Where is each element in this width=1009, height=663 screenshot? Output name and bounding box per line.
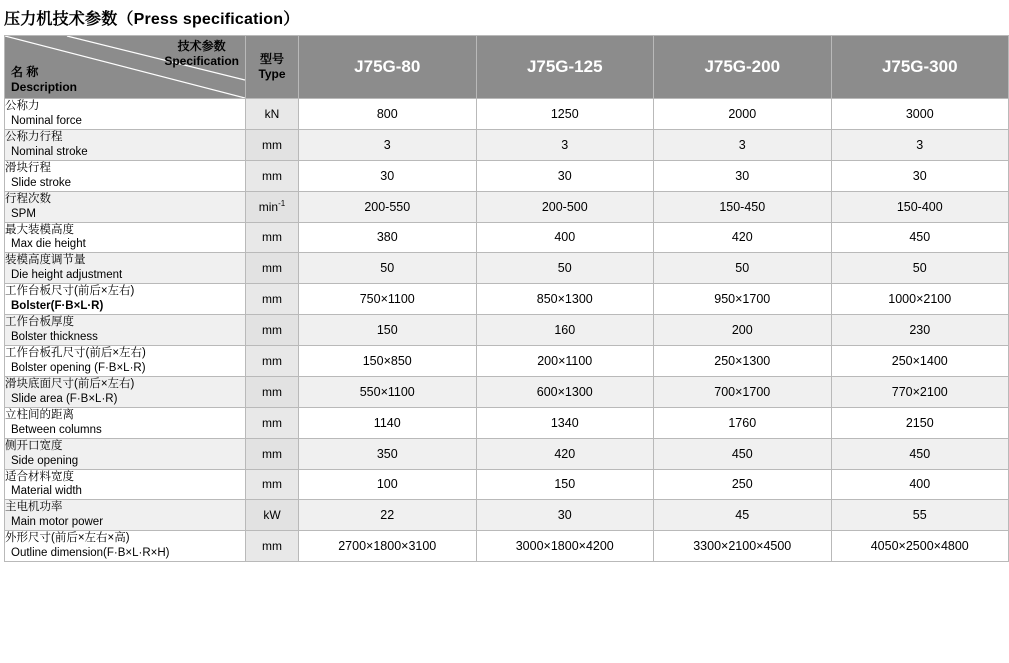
header-row [5, 36, 1009, 99]
row-unit-text: kN [264, 106, 280, 121]
row-value: 50 [654, 253, 832, 284]
row-value: 800 [299, 99, 477, 130]
row-value: 50 [831, 253, 1009, 284]
table-row [5, 315, 1009, 346]
row-value: 600×1300 [476, 376, 654, 407]
row-description-cn: 公称力行程 [5, 130, 63, 143]
row-unit [246, 346, 299, 377]
row-value: 1000×2100 [831, 284, 1009, 315]
row-unit-text: mm [262, 384, 282, 399]
row-value: 770×2100 [831, 376, 1009, 407]
row-value: 3000×1800×4200 [476, 531, 654, 562]
press-specification-table [4, 35, 1009, 562]
header-specification-label [164, 39, 239, 69]
row-unit-text: mm [262, 137, 282, 152]
row-unit-text: mm [262, 261, 282, 276]
row-description [5, 99, 246, 130]
row-value: 230 [831, 315, 1009, 346]
row-value: 50 [299, 253, 477, 284]
row-description [5, 284, 246, 315]
row-value: 200 [654, 315, 832, 346]
row-unit-exponent: -1 [278, 199, 286, 209]
row-description-cn: 立柱间的距离 [5, 408, 74, 421]
row-value: 3000 [831, 99, 1009, 130]
row-description-en: Outline dimension(F·B×L·R×H) [11, 547, 170, 560]
row-description [5, 531, 246, 562]
row-value: 2150 [831, 407, 1009, 438]
table-row [5, 407, 1009, 438]
row-description-en: Nominal stroke [11, 145, 88, 158]
row-value: 150-400 [831, 191, 1009, 222]
row-value: 50 [476, 253, 654, 284]
row-description [5, 500, 246, 531]
row-description [5, 253, 246, 284]
header-description-en: Description [11, 80, 78, 94]
row-description-cn: 工作台板尺寸(前后×左右) [5, 285, 135, 298]
row-unit-text: kW [263, 508, 281, 523]
row-unit [246, 222, 299, 253]
row-value: 4050×2500×4800 [831, 531, 1009, 562]
row-value: 250×1300 [654, 346, 832, 377]
row-description-en: Slide area (F·B×L·R) [11, 392, 118, 405]
header-type-cell [246, 36, 299, 99]
row-unit-text: min [258, 200, 279, 215]
row-unit-text: mm [262, 230, 282, 245]
row-value: 200×1100 [476, 346, 654, 377]
row-description [5, 469, 246, 500]
row-description-cn: 外形尺寸(前后×左右×高) [5, 532, 130, 545]
row-value: 420 [476, 438, 654, 469]
row-unit [246, 160, 299, 191]
row-description-en: Bolster thickness [11, 331, 98, 344]
row-description-en: Side opening [11, 454, 79, 467]
row-value: 2700×1800×3100 [299, 531, 477, 562]
row-description [5, 407, 246, 438]
row-value: 3 [476, 129, 654, 160]
row-value: 45 [654, 500, 832, 531]
row-description-cn: 最大装模高度 [5, 223, 74, 236]
row-value: 200-550 [299, 191, 477, 222]
row-description [5, 346, 246, 377]
row-description-cn: 侧开口宽度 [5, 439, 63, 452]
header-description-label [11, 65, 77, 95]
row-value: 1340 [476, 407, 654, 438]
row-description-en: Material width [11, 485, 82, 498]
row-unit-text: mm [262, 477, 282, 492]
row-description [5, 315, 246, 346]
row-value: 700×1700 [654, 376, 832, 407]
row-unit [246, 531, 299, 562]
table-row [5, 531, 1009, 562]
header-description-cn: 名 称 [11, 65, 39, 79]
header-model-3: J75G-200 [654, 36, 832, 99]
row-value: 1140 [299, 407, 477, 438]
header-model-1: J75G-80 [299, 36, 477, 99]
row-value: 100 [299, 469, 477, 500]
row-unit [246, 99, 299, 130]
row-unit [246, 315, 299, 346]
row-value: 950×1700 [654, 284, 832, 315]
row-value: 250 [654, 469, 832, 500]
row-value: 3 [654, 129, 832, 160]
row-description-cn: 行程次数 [5, 192, 51, 205]
table-row [5, 438, 1009, 469]
row-description-cn: 滑块行程 [5, 161, 51, 174]
row-value: 450 [831, 222, 1009, 253]
row-description-en: Main motor power [11, 516, 104, 529]
row-value: 55 [831, 500, 1009, 531]
row-description [5, 160, 246, 191]
row-unit [246, 191, 299, 222]
table-row [5, 346, 1009, 377]
row-description-en: Nominal force [11, 114, 82, 127]
row-value: 30 [299, 160, 477, 191]
row-value: 750×1100 [299, 284, 477, 315]
row-value: 400 [476, 222, 654, 253]
row-description [5, 129, 246, 160]
row-unit-text: mm [262, 323, 282, 338]
header-type-cn: 型号 [259, 52, 284, 66]
row-value: 30 [831, 160, 1009, 191]
row-value: 160 [476, 315, 654, 346]
row-unit-text: mm [262, 292, 282, 307]
row-value: 30 [476, 160, 654, 191]
row-unit [246, 469, 299, 500]
row-description-en: Bolster opening (F·B×L·R) [11, 361, 146, 374]
row-value: 450 [831, 438, 1009, 469]
row-unit [246, 253, 299, 284]
table-row [5, 253, 1009, 284]
row-value: 200-500 [476, 191, 654, 222]
table-row [5, 284, 1009, 315]
table-row [5, 129, 1009, 160]
row-unit [246, 129, 299, 160]
row-value: 400 [831, 469, 1009, 500]
page-title: 压力机技术参数（Press specification） [4, 11, 300, 28]
row-description [5, 222, 246, 253]
row-description-en: Die height adjustment [11, 269, 123, 282]
row-value: 150-450 [654, 191, 832, 222]
row-description-en: SPM [11, 207, 36, 220]
row-description-en: Between columns [11, 423, 102, 436]
table-row [5, 160, 1009, 191]
table-row [5, 222, 1009, 253]
table-row [5, 500, 1009, 531]
row-description-en: Max die height [11, 238, 86, 251]
row-value: 30 [654, 160, 832, 191]
header-corner-cell [5, 36, 246, 99]
row-value: 22 [299, 500, 477, 531]
row-value: 150 [476, 469, 654, 500]
row-description-cn: 工作台板厚度 [5, 316, 74, 329]
header-specification-cn: 技术参数 [177, 39, 226, 53]
header-model-4: J75G-300 [831, 36, 1009, 99]
row-description-en: Slide stroke [11, 176, 72, 189]
row-unit [246, 500, 299, 531]
row-unit-text: mm [262, 168, 282, 183]
row-value: 1250 [476, 99, 654, 130]
row-value: 350 [299, 438, 477, 469]
header-type-en: Type [258, 67, 286, 81]
table-body [5, 99, 1009, 562]
row-value: 150 [299, 315, 477, 346]
row-value: 3300×2100×4500 [654, 531, 832, 562]
row-value: 2000 [654, 99, 832, 130]
row-value: 380 [299, 222, 477, 253]
row-description-cn: 适合材料宽度 [5, 470, 74, 483]
row-description [5, 376, 246, 407]
row-value: 30 [476, 500, 654, 531]
row-value: 3 [299, 129, 477, 160]
row-unit [246, 438, 299, 469]
row-description [5, 438, 246, 469]
header-model-2: J75G-125 [476, 36, 654, 99]
row-value: 1760 [654, 407, 832, 438]
table-row [5, 99, 1009, 130]
row-value: 150×850 [299, 346, 477, 377]
row-value: 3 [831, 129, 1009, 160]
row-value: 450 [654, 438, 832, 469]
row-description-cn: 装模高度调节量 [5, 254, 86, 267]
row-unit-text: mm [262, 539, 282, 554]
row-value: 850×1300 [476, 284, 654, 315]
table-row [5, 376, 1009, 407]
row-unit [246, 284, 299, 315]
row-value: 250×1400 [831, 346, 1009, 377]
table-row [5, 469, 1009, 500]
row-value: 550×1100 [299, 376, 477, 407]
header-specification-en: Specification [164, 54, 239, 68]
row-description [5, 191, 246, 222]
row-unit [246, 407, 299, 438]
row-description-cn: 滑块底面尺寸(前后×左右) [5, 377, 135, 390]
table-header [5, 36, 1009, 99]
row-description-cn: 主电机功率 [5, 501, 63, 514]
row-unit-text: mm [262, 415, 282, 430]
table-row [5, 191, 1009, 222]
row-unit-text: mm [262, 353, 282, 368]
row-description-cn: 工作台板孔尺寸(前后×左右) [5, 347, 146, 359]
row-unit [246, 376, 299, 407]
row-description-cn: 公称力 [5, 100, 40, 112]
row-unit-text: mm [262, 446, 282, 461]
row-value: 420 [654, 222, 832, 253]
row-description-en: Bolster(F·B×L·R) [11, 300, 104, 313]
